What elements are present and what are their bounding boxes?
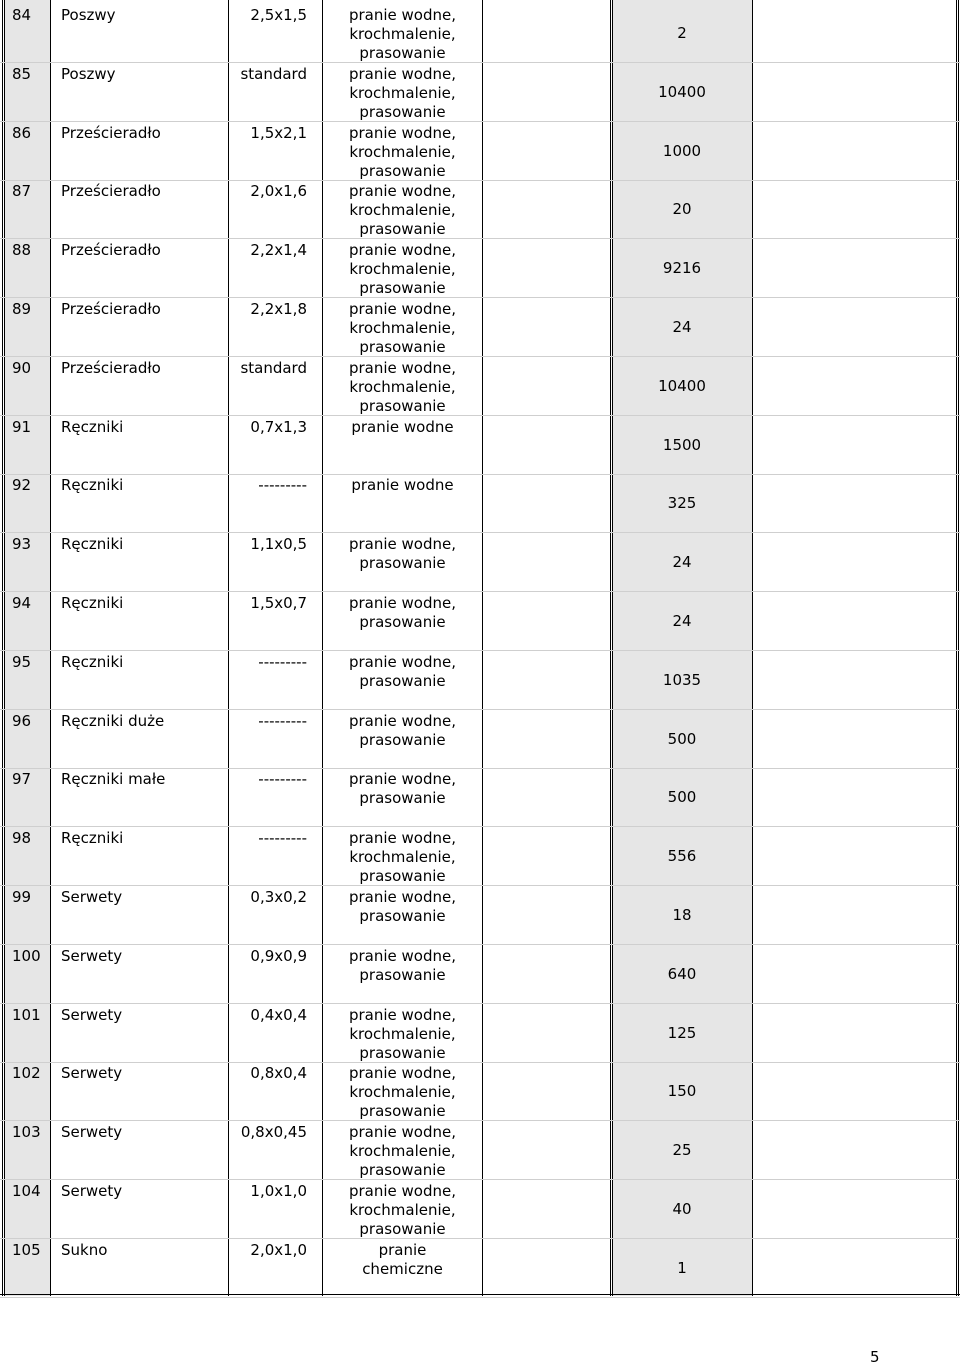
item-name: Serwety — [61, 888, 123, 906]
item-name: Ręczniki małe — [61, 770, 166, 788]
service-type: pranie wodne, krochmalenie, prasowanie — [348, 1182, 457, 1238]
table-row — [0, 533, 960, 592]
row-number: 97 — [12, 770, 32, 788]
quantity: 1000 — [662, 142, 702, 160]
item-name: Prześcieradło — [61, 241, 161, 259]
service-type: pranie wodne, krochmalenie, prasowanie — [348, 359, 457, 415]
item-name: Ręczniki — [61, 594, 124, 612]
service-type: pranie wodne, krochmalenie, prasowanie — [348, 124, 457, 180]
item-name: Serwety — [61, 1006, 123, 1024]
row-number: 103 — [12, 1123, 41, 1141]
row-number: 91 — [12, 418, 32, 436]
service-type: pranie wodne, prasowanie — [348, 712, 457, 749]
item-name: Ręczniki — [61, 653, 124, 671]
item-size: 1,5x0,7 — [250, 594, 307, 612]
item-size: 2,0x1,0 — [250, 1241, 307, 1259]
quantity: 150 — [667, 1082, 697, 1100]
quantity: 25 — [672, 1141, 692, 1159]
service-type: pranie wodne, krochmalenie, prasowanie — [348, 6, 457, 62]
quantity: 556 — [667, 847, 697, 865]
item-size: 0,4x0,4 — [250, 1006, 307, 1024]
row-number: 87 — [12, 182, 32, 200]
item-size: --------- — [258, 829, 307, 847]
service-type: pranie wodne, prasowanie — [348, 947, 457, 984]
service-type: pranie wodne, krochmalenie, prasowanie — [348, 182, 457, 238]
item-name: Ręczniki — [61, 829, 124, 847]
item-name: Serwety — [61, 1182, 123, 1200]
row-number: 98 — [12, 829, 32, 847]
item-size: 0,3x0,2 — [250, 888, 307, 906]
table-row — [0, 122, 960, 181]
table-row — [0, 710, 960, 769]
quantity: 10400 — [658, 83, 706, 101]
row-number: 88 — [12, 241, 32, 259]
page-number: 5 — [870, 1348, 880, 1366]
item-size: standard — [240, 359, 307, 377]
quantity: 9216 — [662, 259, 702, 277]
row-number: 92 — [12, 476, 32, 494]
row-number: 90 — [12, 359, 32, 377]
service-type: pranie wodne, prasowanie — [348, 594, 457, 631]
row-number: 85 — [12, 65, 32, 83]
item-size: --------- — [258, 476, 307, 494]
item-name: Ręczniki duże — [61, 712, 165, 730]
item-size: 1,0x1,0 — [250, 1182, 307, 1200]
table-row — [0, 239, 960, 298]
table-row — [0, 180, 960, 239]
row-number: 99 — [12, 888, 32, 906]
item-name: Ręczniki — [61, 476, 124, 494]
table-row — [0, 768, 960, 827]
service-type: pranie wodne — [351, 476, 454, 494]
table-row — [0, 1121, 960, 1180]
service-type: pranie wodne, krochmalenie, prasowanie — [348, 1123, 457, 1179]
quantity: 500 — [667, 730, 697, 748]
item-name: Prześcieradło — [61, 124, 161, 142]
service-type: pranie wodne, prasowanie — [348, 770, 457, 807]
quantity: 40 — [672, 1200, 692, 1218]
table-row — [0, 63, 960, 122]
table-row — [0, 416, 960, 475]
table-row — [0, 1239, 960, 1298]
item-size: --------- — [258, 653, 307, 671]
table-row — [0, 298, 960, 357]
service-type: pranie wodne, krochmalenie, prasowanie — [348, 1006, 457, 1062]
row-number: 86 — [12, 124, 32, 142]
row-divider — [0, 1297, 960, 1298]
table-row — [0, 474, 960, 533]
quantity: 640 — [667, 965, 697, 983]
row-number: 89 — [12, 300, 32, 318]
table-row — [0, 886, 960, 945]
item-size: --------- — [258, 770, 307, 788]
row-number: 95 — [12, 653, 32, 671]
table-row — [0, 1004, 960, 1063]
item-name: Sukno — [61, 1241, 108, 1259]
service-type: pranie wodne, krochmalenie, prasowanie — [348, 1064, 457, 1120]
row-number: 84 — [12, 6, 32, 24]
quantity: 1 — [677, 1259, 687, 1277]
row-number: 105 — [12, 1241, 41, 1259]
item-size: 0,9x0,9 — [250, 947, 307, 965]
item-name: Ręczniki — [61, 418, 124, 436]
item-size: 2,0x1,6 — [250, 182, 307, 200]
quantity: 500 — [667, 788, 697, 806]
item-size: 2,2x1,8 — [250, 300, 307, 318]
table-row — [0, 1180, 960, 1239]
table-row — [0, 827, 960, 886]
quantity: 20 — [672, 200, 692, 218]
item-name: Prześcieradło — [61, 182, 161, 200]
service-type: pranie wodne — [351, 418, 454, 436]
item-size: 1,1x0,5 — [250, 535, 307, 553]
quantity: 24 — [672, 318, 692, 336]
item-name: Ręczniki — [61, 535, 124, 553]
service-type: pranie wodne, krochmalenie, prasowanie — [348, 300, 457, 356]
quantity: 10400 — [658, 377, 706, 395]
service-type: pranie wodne, krochmalenie, prasowanie — [348, 241, 457, 297]
service-type: pranie wodne, krochmalenie, prasowanie — [348, 829, 457, 885]
table-row — [0, 651, 960, 710]
item-size: --------- — [258, 712, 307, 730]
item-size: 1,5x2,1 — [250, 124, 307, 142]
row-number: 100 — [12, 947, 41, 965]
item-size: 0,8x0,4 — [250, 1064, 307, 1082]
quantity: 2 — [677, 24, 687, 42]
item-size: standard — [240, 65, 307, 83]
item-name: Serwety — [61, 947, 123, 965]
quantity: 24 — [672, 553, 692, 571]
service-type: pranie wodne, prasowanie — [348, 888, 457, 925]
item-name: Prześcieradło — [61, 359, 161, 377]
item-name: Poszwy — [61, 65, 116, 83]
service-type: pranie wodne, prasowanie — [348, 653, 457, 690]
item-name: Prześcieradło — [61, 300, 161, 318]
item-size: 2,5x1,5 — [250, 6, 307, 24]
quantity: 1035 — [662, 671, 702, 689]
quantity: 18 — [672, 906, 692, 924]
service-type: pranie chemiczne — [362, 1241, 443, 1278]
table-row — [0, 1062, 960, 1121]
row-number: 101 — [12, 1006, 41, 1024]
item-size: 0,8x0,45 — [240, 1123, 307, 1141]
item-name: Poszwy — [61, 6, 116, 24]
table-row — [0, 592, 960, 651]
item-name: Serwety — [61, 1123, 123, 1141]
service-type: pranie wodne, prasowanie — [348, 535, 457, 572]
row-number: 104 — [12, 1182, 41, 1200]
service-type: pranie wodne, krochmalenie, prasowanie — [348, 65, 457, 121]
quantity: 24 — [672, 612, 692, 630]
table-border-bottom — [0, 1294, 960, 1295]
table-row — [0, 357, 960, 416]
row-number: 102 — [12, 1064, 41, 1082]
quantity: 325 — [667, 494, 697, 512]
row-number: 93 — [12, 535, 32, 553]
row-number: 96 — [12, 712, 32, 730]
item-size: 2,2x1,4 — [250, 241, 307, 259]
item-size: 0,7x1,3 — [250, 418, 307, 436]
quantity: 125 — [667, 1024, 697, 1042]
table-row — [0, 4, 960, 63]
quantity: 1500 — [662, 436, 702, 454]
row-number: 94 — [12, 594, 32, 612]
table-row — [0, 945, 960, 1004]
item-name: Serwety — [61, 1064, 123, 1082]
